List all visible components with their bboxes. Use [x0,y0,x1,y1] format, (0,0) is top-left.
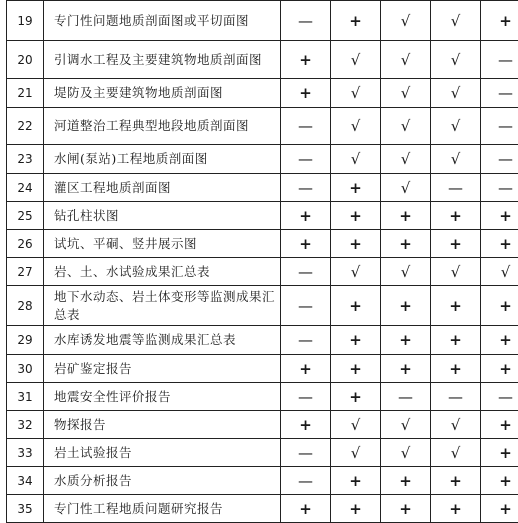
row-number: 22 [7,108,44,145]
document-name: 灌区工程地质剖面图 [44,174,281,202]
dash-mark: — [281,439,331,467]
dash-mark: — [281,1,331,41]
table-row [7,202,518,230]
row-number: 35 [7,495,44,523]
check-mark: √ [431,439,481,467]
dash-mark: — [431,383,481,411]
plus-mark: + [281,202,331,230]
dash-mark: — [281,326,331,355]
table-row [7,467,518,495]
plus-mark: + [331,383,381,411]
plus-mark: + [331,174,381,202]
dash-mark: — [481,108,518,145]
dash-mark: — [381,383,431,411]
plus-mark: + [331,495,381,523]
plus-mark: + [331,202,381,230]
dash-mark: — [481,174,518,202]
row-number: 24 [7,174,44,202]
table-row [7,79,518,108]
row-number: 27 [7,258,44,286]
plus-mark: + [481,439,518,467]
dash-mark: — [431,174,481,202]
plus-mark: + [381,230,431,258]
check-mark: √ [381,1,431,41]
dash-mark: — [481,145,518,174]
document-name: 岩土试验报告 [44,439,281,467]
row-number: 20 [7,41,44,79]
plus-mark: + [481,467,518,495]
row-number: 29 [7,326,44,355]
row-number: 33 [7,439,44,467]
check-mark: √ [381,411,431,439]
dash-mark: — [281,286,331,326]
plus-mark: + [481,355,518,383]
dash-mark: — [281,108,331,145]
plus-mark: + [331,467,381,495]
row-number: 23 [7,145,44,174]
check-mark: √ [331,411,381,439]
check-mark: √ [381,41,431,79]
document-name: 试坑、平硐、竖井展示图 [44,230,281,258]
plus-mark: + [481,230,518,258]
document-name: 水闸(泵站)工程地质剖面图 [44,145,281,174]
plus-mark: + [331,1,381,41]
plus-mark: + [481,495,518,523]
table-row [7,326,518,355]
plus-mark: + [481,202,518,230]
row-number: 30 [7,355,44,383]
plus-mark: + [381,286,431,326]
plus-mark: + [431,467,481,495]
table-row [7,41,518,79]
plus-mark: + [431,202,481,230]
plus-mark: + [381,467,431,495]
table-row [7,258,518,286]
report-contents-table [6,0,518,523]
row-number: 34 [7,467,44,495]
plus-mark: + [331,230,381,258]
document-name: 地震安全性评价报告 [44,383,281,411]
plus-mark: + [431,495,481,523]
check-mark: √ [431,108,481,145]
check-mark: √ [381,108,431,145]
dash-mark: — [281,383,331,411]
check-mark: √ [431,411,481,439]
plus-mark: + [431,326,481,355]
plus-mark: + [381,202,431,230]
check-mark: √ [331,258,381,286]
table-row [7,286,518,326]
check-mark: √ [331,145,381,174]
table-body [7,1,518,523]
plus-mark: + [281,230,331,258]
table-row [7,383,518,411]
check-mark: √ [381,258,431,286]
document-name: 引调水工程及主要建筑物地质剖面图 [44,41,281,79]
check-mark: √ [331,439,381,467]
plus-mark: + [331,326,381,355]
document-name: 专门性工程地质问题研究报告 [44,495,281,523]
table-row [7,174,518,202]
check-mark: √ [381,174,431,202]
check-mark: √ [381,145,431,174]
check-mark: √ [381,439,431,467]
table-row [7,108,518,145]
table-row [7,230,518,258]
check-mark: √ [431,145,481,174]
row-number: 19 [7,1,44,41]
plus-mark: + [431,230,481,258]
check-mark: √ [331,41,381,79]
plus-mark: + [481,286,518,326]
document-name: 岩矿鉴定报告 [44,355,281,383]
dash-mark: — [281,258,331,286]
plus-mark: + [431,286,481,326]
table-row [7,145,518,174]
dash-mark: — [481,383,518,411]
check-mark: √ [381,79,431,108]
check-mark: √ [331,108,381,145]
table-row [7,495,518,523]
check-mark: √ [331,79,381,108]
row-number: 31 [7,383,44,411]
dash-mark: — [281,174,331,202]
plus-mark: + [281,79,331,108]
document-name: 水质分析报告 [44,467,281,495]
row-number: 25 [7,202,44,230]
plus-mark: + [381,495,431,523]
document-name: 地下水动态、岩土体变形等监测成果汇总表 [44,286,281,326]
plus-mark: + [331,355,381,383]
plus-mark: + [331,286,381,326]
dash-mark: — [481,41,518,79]
document-name: 专门性问题地质剖面图或平切面图 [44,1,281,41]
row-number: 21 [7,79,44,108]
document-name: 河道整治工程典型地段地质剖面图 [44,108,281,145]
table-row [7,355,518,383]
check-mark: √ [481,258,518,286]
row-number: 26 [7,230,44,258]
check-mark: √ [431,79,481,108]
plus-mark: + [281,495,331,523]
check-mark: √ [431,1,481,41]
check-mark: √ [431,258,481,286]
row-number: 32 [7,411,44,439]
check-mark: √ [431,41,481,79]
plus-mark: + [281,411,331,439]
document-name: 水库诱发地震等监测成果汇总表 [44,326,281,355]
dash-mark: — [281,467,331,495]
dash-mark: — [281,145,331,174]
plus-mark: + [381,355,431,383]
table-row [7,411,518,439]
plus-mark: + [281,41,331,79]
table-row [7,1,518,41]
plus-mark: + [481,326,518,355]
document-name: 物探报告 [44,411,281,439]
document-name: 岩、土、水试验成果汇总表 [44,258,281,286]
row-number: 28 [7,286,44,326]
table-row [7,439,518,467]
plus-mark: + [381,326,431,355]
plus-mark: + [481,411,518,439]
document-name: 钻孔柱状图 [44,202,281,230]
document-name: 堤防及主要建筑物地质剖面图 [44,79,281,108]
dash-mark: — [481,79,518,108]
plus-mark: + [431,355,481,383]
plus-mark: + [281,355,331,383]
plus-mark: + [481,1,518,41]
